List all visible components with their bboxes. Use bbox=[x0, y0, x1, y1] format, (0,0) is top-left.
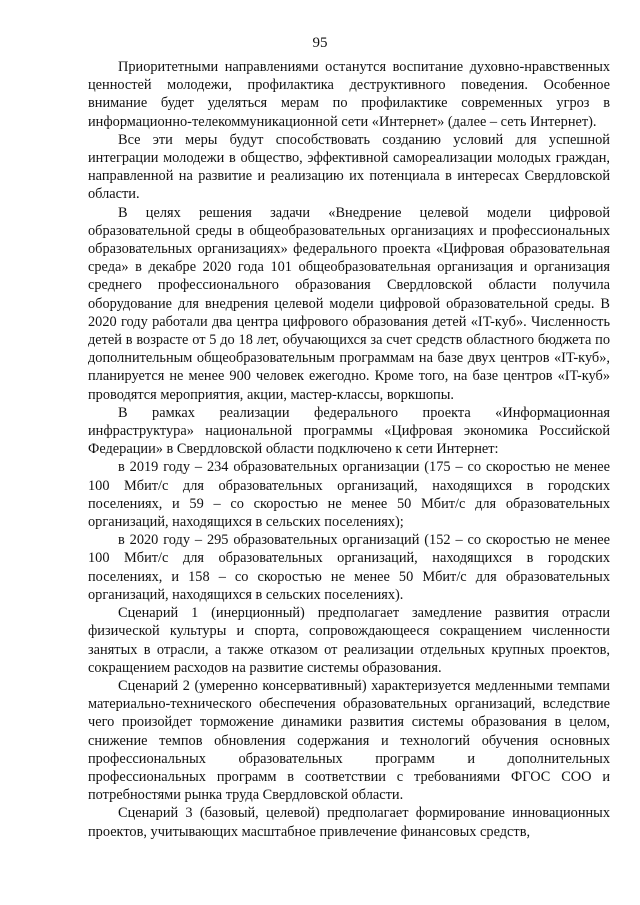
paragraph-2020-connections: в 2020 году – 295 образовательных организаций (152 – со скоростью не менее 100 Мбит/с для образовательных организаций, находящихся в городских поселениях, и 158 – со скоростью не менее 50 Мбит/с для образовательных организаций, находящихся в сельских поселениях). bbox=[88, 532, 610, 603]
paragraph-priorities: Приоритетными направлениями останутся воспитание духовно-нравственных ценностей молодежи, профилактика деструктивного поведения. Особенное внимание будет уделяться мерам по профилактике современных угроз в информационно-телекоммуникационной сети «Интернет» (далее – сеть Интернет). bbox=[88, 59, 610, 130]
page-number: 95 bbox=[312, 35, 328, 51]
document-body bbox=[88, 58, 610, 841]
paragraph-digital-environment: В целях решения задачи «Внедрение целевой модели цифровой образовательной среды в общеобразовательных организациях и профессиональных образовательных организациях» федерального проекта «Цифровая образовательная среда» в декабре 2020 года 101 общеобразовательная организация и организация среднего профессионального образования Свердловской области получила оборудование для внедрения целевой модели цифровой образовательной среды. В 2020 году работали два центра цифрового образования детей «IT-куб». Численность детей в возрасте от 5 до 18 лет, обучающихся за счет средств областного бюджета по дополнительным общеобразовательным программам на базе двух центров «IT-куб», планируется не менее 900 человек ежегодно. Кроме того, на базе центров «IT-куб» проводятся мероприятия, акции, мастер-классы, воркшопы. bbox=[88, 204, 610, 403]
paragraph-scenario-1: Сценарий 1 (инерционный) предполагает замедление развития отрасли физической культуры и спорта, сопровождающееся сокращением численности занятых в отрасли, а также отказом от реализации отдельных крупных проектов, сокращением расходов на развитие системы образования. bbox=[88, 605, 610, 676]
paragraph-scenario-2: Сценарий 2 (умеренно консервативный) характеризуется медленными темпами материально-технического обеспечения образовательных организаций, вследствие чего произойдет торможение динамики развития системы образования в целом, снижение темпов обновления содержания и технологий обучения основных профессиональных образовательных программ и дополнительных профессиональных программ в соответствии с требованиями ФГОС СОО и потребностями рынка труда Свердловской области. bbox=[88, 677, 610, 804]
paragraph-scenario-3: Сценарий 3 (базовый, целевой) предполагает формирование инновационных проектов, учитывающих масштабное привлечение финансовых средств, bbox=[88, 805, 610, 840]
paragraph-integration: Все эти меры будут способствовать созданию условий для успешной интеграции молодежи в общество, эффективной самореализации молодых граждан, направленной на развитие и реализацию их потенциала в интересах Свердловской области. bbox=[88, 131, 610, 203]
paragraph-2019-connections: в 2019 году – 234 образовательных организации (175 – со скоростью не менее 100 Мбит/с для образовательных организаций, находящихся в городских поселениях, и 59 – со скоростью не менее 50 Мбит/с для образовательных организаций, находящихся в сельских поселениях); bbox=[88, 459, 610, 531]
paragraph-information-infrastructure: В рамках реализации федерального проекта «Информационная инфраструктура» национальной программы «Цифровая экономика Российской Федерации» в Свердловской области подключено к сети Интернет: bbox=[88, 404, 610, 458]
